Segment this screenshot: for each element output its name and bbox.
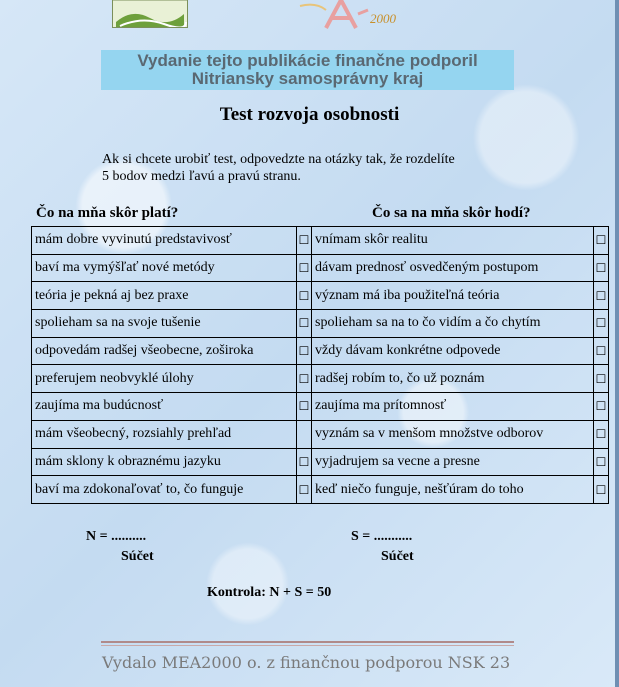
intro-text	[102, 151, 552, 185]
table-row	[32, 310, 609, 338]
left-statement: zaujíma ma budúcnosť	[32, 393, 297, 421]
left-statement: mám sklony k obraznému jazyku	[32, 448, 297, 476]
table-row	[32, 365, 609, 393]
left-checkbox[interactable]: ☐	[297, 254, 312, 282]
right-checkbox[interactable]: ☐	[594, 476, 609, 504]
right-checkbox[interactable]: ☐	[594, 420, 609, 448]
right-checkbox[interactable]: ☐	[594, 254, 609, 282]
right-statement: vnímam skôr realitu	[312, 227, 594, 255]
right-statement: keď niečo funguje, nešťúram do toho	[312, 476, 594, 504]
right-statement: radšej robím to, čo už poznám	[312, 365, 594, 393]
intro-line-2: 5 bodov medzi ľavú a pravú stranu.	[102, 169, 301, 184]
left-checkbox[interactable]: ☐	[297, 310, 312, 338]
nsk-logo-icon	[112, 0, 188, 28]
banner-line-1: Vydanie tejto publikácie finančne podporil	[137, 51, 478, 70]
s-sum-field[interactable]: S = ...........	[351, 529, 413, 544]
left-statement: baví ma vymýšľať nové metódy	[32, 254, 297, 282]
right-checkbox[interactable]: ☐	[594, 337, 609, 365]
table-row	[32, 282, 609, 310]
table-row	[32, 227, 609, 255]
control-formula: Kontrola: N + S = 50	[207, 585, 332, 600]
right-column-heading: Čo sa na mňa skôr hodí?	[372, 205, 531, 221]
table-row	[32, 448, 609, 476]
n-sum-label: Súčet	[121, 549, 154, 564]
right-statement: zaujíma ma prítomnosť	[312, 393, 594, 421]
footer-divider	[101, 641, 514, 643]
table-row	[32, 254, 609, 282]
left-checkbox[interactable]: ☐	[297, 476, 312, 504]
table-row	[32, 393, 609, 421]
right-checkbox[interactable]: ☐	[594, 365, 609, 393]
table-row	[32, 337, 609, 365]
left-checkbox[interactable]: ☐	[297, 227, 312, 255]
table-row	[32, 420, 609, 448]
right-checkbox[interactable]: ☐	[594, 227, 609, 255]
table-row	[32, 476, 609, 504]
logo-year-text: 2000	[370, 11, 396, 26]
mea2000-logo-icon	[296, 0, 416, 30]
funding-banner	[101, 50, 514, 90]
left-checkbox[interactable]: ☐	[297, 282, 312, 310]
right-checkbox[interactable]: ☐	[594, 310, 609, 338]
banner-line-2: Nitriansky samosprávny kraj	[191, 69, 424, 88]
s-sum-label: Súčet	[381, 549, 414, 564]
right-checkbox[interactable]: ☐	[594, 448, 609, 476]
left-checkbox[interactable]: ☐	[297, 393, 312, 421]
left-statement: baví ma zdokonaľovať to, čo funguje	[32, 476, 297, 504]
left-checkbox[interactable]: ☐	[297, 448, 312, 476]
right-statement: význam má iba použiteľná teória	[312, 282, 594, 310]
right-statement: vyjadrujem sa vecne a presne	[312, 448, 594, 476]
right-checkbox[interactable]: ☐	[594, 282, 609, 310]
right-statement: vyznám sa v menšom množstve odborov	[312, 420, 594, 448]
left-statement: mám dobre vyvinutú predstavivosť	[32, 227, 297, 255]
left-statement: mám všeobecný, rozsiahly prehľad	[32, 420, 297, 448]
left-column-heading: Čo na mňa skôr platí?	[36, 205, 179, 221]
right-statement: spolieham sa na to čo vidím a čo chytím	[312, 310, 594, 338]
test-table	[31, 226, 609, 504]
intro-line-1: Ak si chcete urobiť test, odpovedzte na otázky tak, že rozdelíte	[102, 152, 455, 167]
left-checkbox	[297, 420, 312, 448]
left-statement: spolieham sa na svoje tušenie	[32, 310, 297, 338]
left-checkbox[interactable]: ☐	[297, 337, 312, 365]
left-statement: teória je pekná aj bez praxe	[32, 282, 297, 310]
right-statement: dávam prednosť osvedčeným postupom	[312, 254, 594, 282]
left-checkbox[interactable]: ☐	[297, 365, 312, 393]
n-sum-field[interactable]: N = ..........	[86, 529, 147, 544]
page-title: Test rozvoja osobnosti	[219, 104, 400, 125]
left-statement: odpovedám radšej všeobecne, zoširoka	[32, 337, 297, 365]
footer-divider-thin	[101, 645, 514, 646]
right-statement: vždy dávam konkrétne odpovede	[312, 337, 594, 365]
page-footer: Vydalo MEA2000 o. z finančnou podporou NSK 23	[102, 653, 511, 672]
left-statement: preferujem neobvyklé úlohy	[32, 365, 297, 393]
right-checkbox[interactable]: ☐	[594, 393, 609, 421]
